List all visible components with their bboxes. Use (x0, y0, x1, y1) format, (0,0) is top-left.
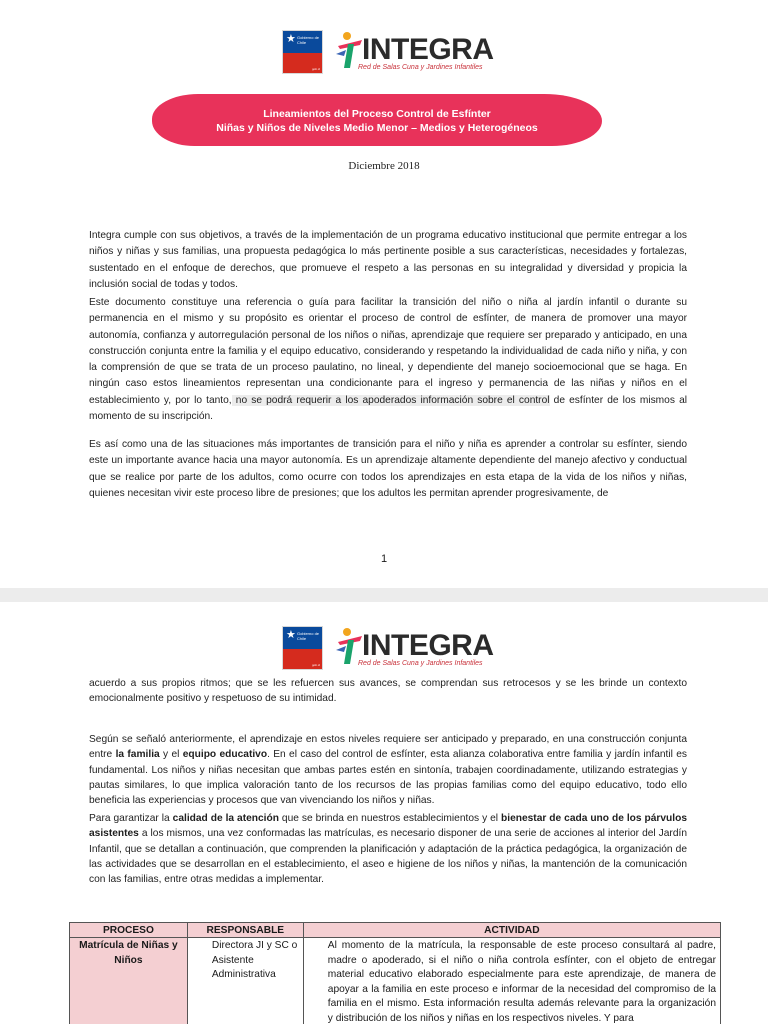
cell-proceso: Matrícula de Niñas y Niños (70, 938, 188, 1024)
document-date: Diciembre 2018 (348, 160, 420, 172)
paragraph-family-alliance: Según se señaló anteriormente, el aprendizaje en estos niveles requiere ser anticipado y preparado, en una construcción conjunta entre la familia y el equipo educativo. En el caso del control de esfínter, esta alianza colaborativa entre familia y jardín infantil es fundamental. Los niños y niñas necesitan que ambas partes estén en sintonía, trabajen coordinadamente, utilizando estrategias y pautas similares, lo que implica valoración tanto de los recursos de las propias familias como del equipo educativo, todo ello beneficia las experiencias y procesos que van vivenciando los niños y niñas. (89, 734, 687, 807)
page-separator (0, 588, 768, 602)
cell-responsable: Directora JI y SC o Asistente Administrativa (187, 938, 303, 1024)
paragraph-transition: Es así como una de las situaciones más importantes de transición para el niño y niña es aprender a controlar su esfínter, siendo este un importante avance hacia una mayor autonomía. Es un aprendizaje altamente dependiente del manejo afectivo y conductual que se realice por parte de los adultos, como ocurre con todos los aprendizajes en esta etapa de la vida de los niños y niñas, quienes necesitan vivir este proceso libre de presiones; que los adultos les permitan aprender progresivamente, de (89, 439, 687, 499)
integra-logo-wordmark: INTEGRA (362, 629, 494, 662)
integra-logo-subtitle: Red de Salas Cuna y Jardines Infantiles (358, 660, 483, 667)
paragraph-intro: Integra cumple con sus objetivos, a través de la implementación de un programa educativo institucional que permite entregar a los niños y niñas y sus familias, una propuesta pedagógica lo más pertinente posible a sus características, necesidades y fortalezas, sustentado en el enfoque de derechos, que promueve el respeto a las personas en su integralidad y diversidad y propicia la inclusión social de todas y todos. (89, 230, 687, 290)
integra-logo-subtitle: Red de Salas Cuna y Jardines Infantiles (358, 64, 483, 71)
page-number: 1 (380, 553, 388, 565)
paragraph-purpose: Este documento constituye una referencia o guía para facilitar la transición del niño o niña al jardín infantil o durante su permanencia en el mismo y su propósito es orientar el proceso de control de esfínter, de manera de promover una mayor autonomía, confianza y autorregulación personal de los niños o niñas, aprendizaje que requiere ser preparado y anticipado, en una construcción conjunta entre la familia y el equipo educativo, considerando y respetando la individualidad de cada niño y niña, y con la comprensión de que se trata de un proceso paulatino, no lineal, y dependiente del manejo socioemocional que se haga. En ningún caso estos lineamientos representan una condicionante para el ingreso y permanencia de las niñas y niños en el establecimiento y, por lo tanto, no se podrá requerir a los apoderados información sobre el control de esfínter de los mismos al momento de su inscripción. (89, 297, 687, 423)
header-logos (282, 626, 494, 672)
table-row (70, 938, 721, 1024)
header-responsable: RESPONSABLE (187, 923, 303, 938)
paragraph-quality: Para garantizar la calidad de la atención que se brinda en nuestros establecimientos y el bienestar de cada uno de los párvulos asistentes a los mismos, una vez conformadas las matrículas, es necesario disponer de una serie de acciones al interior del Jardín Infantil, que se detallan a continuación, que comprenden la planificación y adaptación de la práctica pedagógica, la organización de las actividades que se desarrollan en el establecimiento, el aseo e higiene de los niños y niñas, la mantención de la comunicación con las familias, entre otras medidas a implementar. (89, 813, 687, 886)
title-banner (152, 94, 602, 146)
cell-actividad: Al momento de la matrícula, la responsable de este proceso consultará al padre, madre o apoderado, si el niño o niña controla esfínter, con el objeto de entregar material educativo elaborado especialmente para este aprendizaje, de manera de apoyar a la familia en este proceso e informar de la necesidad del compromiso de la familia en el mismo. Esta información resulta además relevante para la organización y distribución de los niños y niñas en los respectivos niveles. Y para (303, 938, 720, 1024)
paragraph-continuation: acuerdo a sus propios ritmos; que se les refuercen sus avances, se comprendan sus retrocesos y se les brinde un contexto emocionalmente positivo y respetuoso de su intimidad. (89, 678, 687, 705)
highlighted-text: no se podrá requerir a los apoderados información sobre el control (231, 394, 550, 406)
header-proceso: PROCESO (70, 923, 188, 938)
process-table (69, 922, 721, 1024)
title-line-1: Lineamientos del Proceso Control de Esfínter (263, 108, 491, 120)
header-actividad: ACTIVIDAD (303, 923, 720, 938)
header-logos (282, 30, 494, 76)
gobierno-de-chile-logo: ★ Gobierno de Chile gob.cl (282, 626, 323, 670)
table-header-row (70, 923, 721, 938)
gobierno-de-chile-logo: ★ Gobierno de Chile gob.cl (282, 30, 323, 74)
integra-logo-wordmark: INTEGRA (362, 33, 494, 66)
title-line-2: Niñas y Niños de Niveles Medio Menor – Medios y Heterogéneos (216, 122, 538, 134)
